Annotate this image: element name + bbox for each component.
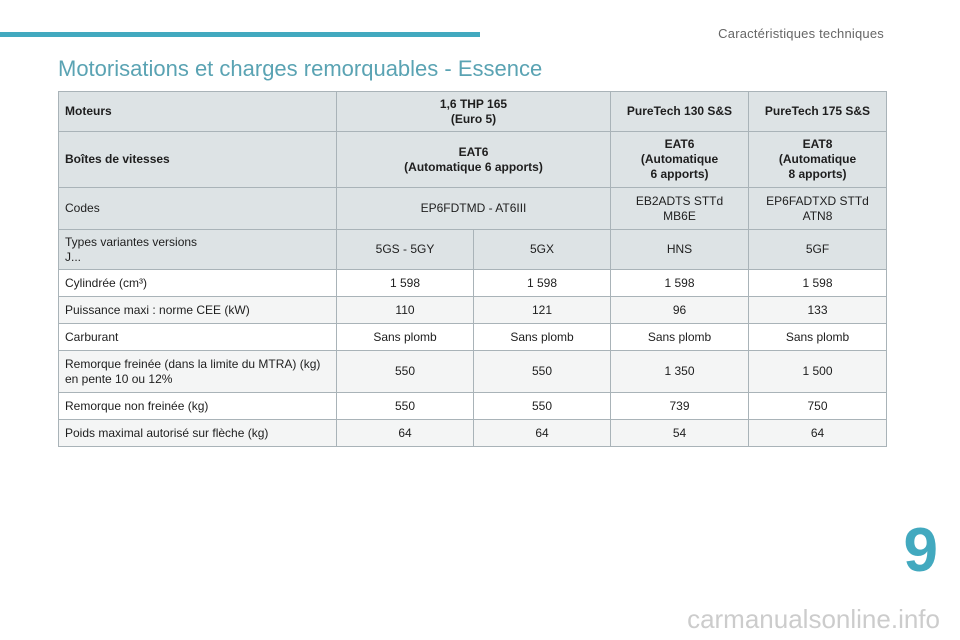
row-value: 1 598 — [474, 270, 611, 297]
row-value: 550 — [337, 351, 474, 393]
table-row — [59, 297, 887, 324]
table-row — [59, 270, 887, 297]
table-row — [59, 393, 887, 420]
codes-row — [59, 188, 887, 230]
row-value: 550 — [474, 393, 611, 420]
row-label: Cylindrée (cm³) — [59, 270, 337, 297]
specs-table — [58, 91, 887, 447]
types-col: HNS — [611, 230, 749, 270]
row-value: 750 — [749, 393, 887, 420]
gearbox-col: EAT6 (Automatique 6 apports) — [337, 132, 611, 188]
header-col: PureTech 130 S&S — [611, 92, 749, 132]
chapter-number: 9 — [903, 516, 938, 585]
table-row — [59, 324, 887, 351]
row-value: 1 598 — [749, 270, 887, 297]
types-col: 5GF — [749, 230, 887, 270]
row-value: 133 — [749, 297, 887, 324]
row-value: 64 — [337, 420, 474, 447]
table-header-row — [59, 92, 887, 132]
row-value: 54 — [611, 420, 749, 447]
row-label: Puissance maxi : norme CEE (kW) — [59, 297, 337, 324]
row-value: 550 — [337, 393, 474, 420]
row-value: Sans plomb — [749, 324, 887, 351]
gearbox-label: Boîtes de vitesses — [59, 132, 337, 188]
row-value: Sans plomb — [611, 324, 749, 351]
row-value: 1 598 — [337, 270, 474, 297]
section-header: Caractéristiques techniques — [718, 26, 884, 41]
types-label: Types variantes versions J... — [59, 230, 337, 270]
gearbox-row — [59, 132, 887, 188]
types-col: 5GS - 5GY — [337, 230, 474, 270]
row-value: 121 — [474, 297, 611, 324]
types-row — [59, 230, 887, 270]
gearbox-col: EAT6 (Automatique 6 apports) — [611, 132, 749, 188]
types-col: 5GX — [474, 230, 611, 270]
row-label: Carburant — [59, 324, 337, 351]
row-value: 1 598 — [611, 270, 749, 297]
top-accent-bar — [0, 32, 480, 37]
row-value: 739 — [611, 393, 749, 420]
row-value: Sans plomb — [337, 324, 474, 351]
row-label: Remorque non freinée (kg) — [59, 393, 337, 420]
row-value: 110 — [337, 297, 474, 324]
codes-label: Codes — [59, 188, 337, 230]
row-value: 1 350 — [611, 351, 749, 393]
header-col: PureTech 175 S&S — [749, 92, 887, 132]
row-label: Poids maximal autorisé sur flèche (kg) — [59, 420, 337, 447]
table-row — [59, 351, 887, 393]
row-value: 550 — [474, 351, 611, 393]
row-value: 64 — [474, 420, 611, 447]
header-col: 1,6 THP 165 (Euro 5) — [337, 92, 611, 132]
header-label: Moteurs — [59, 92, 337, 132]
watermark: carmanualsonline.info — [687, 604, 940, 634]
table-row — [59, 420, 887, 447]
codes-col: EB2ADTS STTd MB6E — [611, 188, 749, 230]
gearbox-col: EAT8 (Automatique 8 apports) — [749, 132, 887, 188]
codes-col: EP6FDTMD - AT6III — [337, 188, 611, 230]
page-title: Motorisations et charges remorquables - Essence — [58, 56, 543, 81]
row-value: 96 — [611, 297, 749, 324]
row-value: 64 — [749, 420, 887, 447]
row-value: 1 500 — [749, 351, 887, 393]
row-value: Sans plomb — [474, 324, 611, 351]
codes-col: EP6FADTXD STTd ATN8 — [749, 188, 887, 230]
row-label: Remorque freinée (dans la limite du MTRA) (kg) en pente 10 ou 12% — [59, 351, 337, 393]
